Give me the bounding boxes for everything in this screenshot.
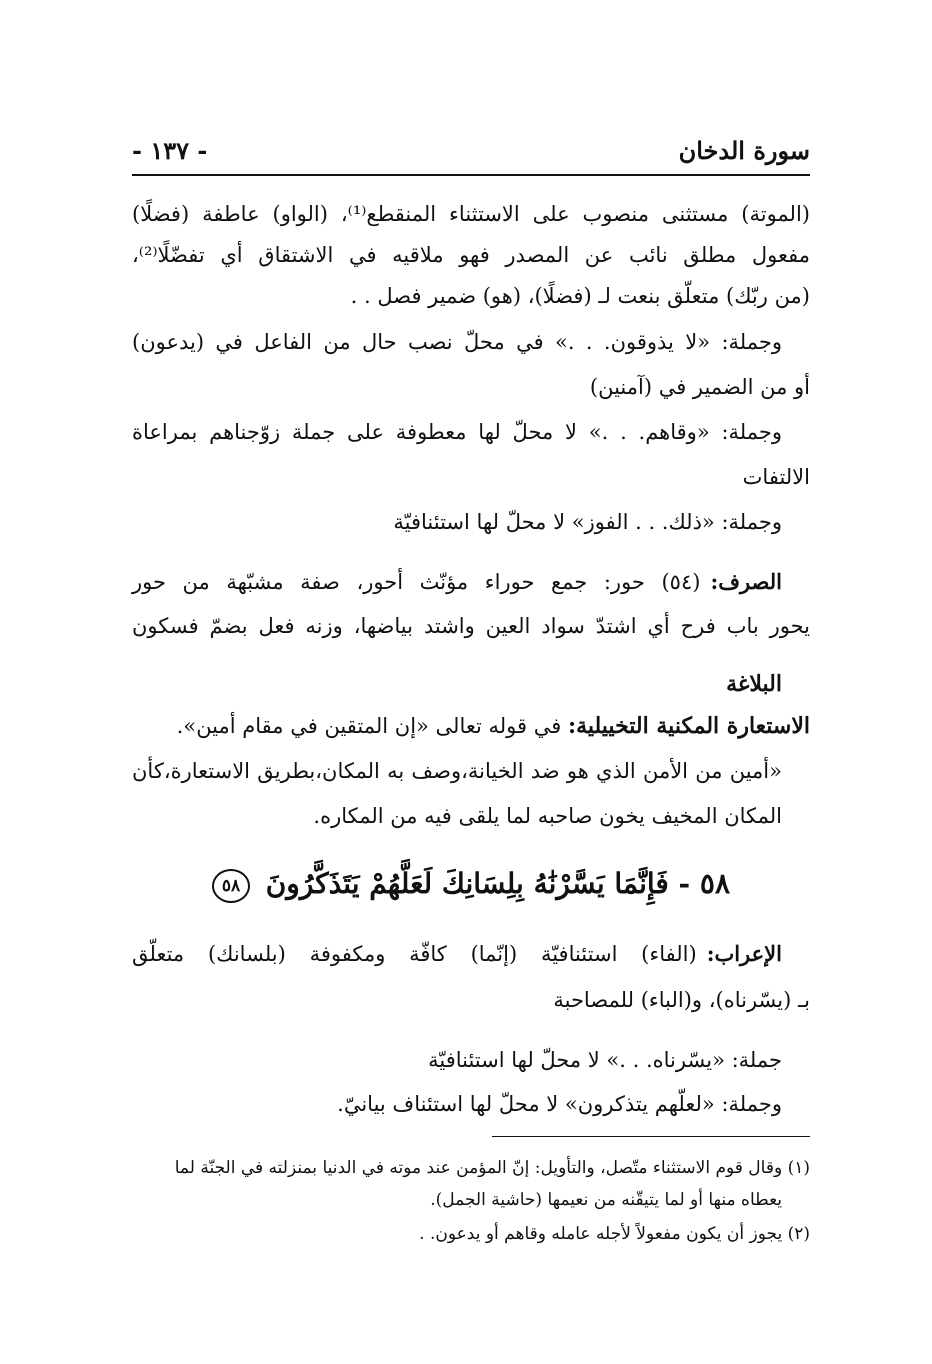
text-line: بـ (يسّرناه)، و(الباء) للمصاحبة [553, 988, 810, 1012]
text-line: مفعول مطلق نائب عن المصدر فهو ملاقيه في الاشتقاق أي تفضّلًا⁽²⁾، [132, 243, 810, 267]
text-line: «أمين من الأمن الذي هو ضد الخيانة،وصف به المكان،بطريق الاستعارة،كأن [132, 759, 782, 783]
text-line: وجملة: «لعلّهم يتذكرون» لا محلّ لها استئناف بيانيّ. [337, 1092, 782, 1116]
text-line: الالتفات [742, 465, 810, 489]
text-line: (الموتة) مستثنى منصوب على الاستثناء المنقطع⁽¹⁾، (الواو) عاطفة (فضلًا) [132, 202, 810, 226]
footnote-line: (١) وقال قوم الاستثناء متّصل، والتأويل: إنّ المؤمن عند موته في الدنيا بمنزلته في الجنّة لما [174, 1158, 810, 1178]
verse-end-marker: ٥٨ [212, 869, 250, 903]
surah-title: سورة الدخان [678, 135, 810, 165]
text-line: أو من الضمير في (آمنين) [589, 375, 810, 399]
footnote-line: يعطاه منها أو لما يتيقّنه من نعيمها (حاشية الجمل). [430, 1190, 782, 1210]
irab-label: الإعراب: [706, 941, 782, 966]
istiara-text: في قوله تعالى «إن المتقين في مقام أمين». [176, 714, 562, 738]
page-header [132, 132, 810, 168]
section-heading: البلاغة [726, 671, 782, 697]
header-rule [132, 174, 810, 176]
text-line: (من ربّك) متعلّق بنعت لـ (فضلًا)، (هو) ضمير فصل . . [350, 284, 810, 308]
text-line: يحور باب فرح أي اشتدّ سواد العين واشتد بياضها، وزنه فعل بضمّ فسكون [132, 614, 810, 638]
text-line: وجملة: «وقاهم. . .» لا محلّ لها معطوفة على جملة زوّجناهم بمراعاة [132, 420, 782, 444]
sarf-label: الصرف: [710, 569, 782, 594]
text-line: المكان المخيف يخون صاحبه لما يلقى فيه من المكاره. [313, 804, 782, 828]
sarf-text: (٥٤) حور: جمع حوراء مؤنّث أحور، صفة مشبّهة من حور [132, 570, 701, 594]
quran-verse [132, 862, 810, 906]
footnote-line: (٢) يجوز أن يكون مفعولاً لأجله عامله وقاهم أو يدعون. . [419, 1224, 810, 1244]
istiara-label: الاستعارة المكنية التخييلية: [567, 713, 810, 739]
text-line: وجملة: «ذلك. . . الفوز» لا محلّ لها استئنافيّة [393, 510, 782, 534]
irab-text: (الفاء) استئنافيّة (إنّما) كافّة ومكفوفة (بلسانك) متعلّق [132, 942, 697, 966]
page-number: - ١٣٧ - [132, 135, 208, 165]
text-line: وجملة: «لا يذوقون. . .» في محلّ نصب حال من الفاعل في (يدعون) [132, 330, 782, 354]
istiara-line [132, 712, 810, 740]
text-line: جملة: «يسّرناه. . .» لا محلّ لها استئنافيّة [428, 1048, 782, 1072]
verse-text: ٥٨ - فَإِنَّمَا يَسَّرْنَٰهُ بِلِسَانِكَ لَعَلَّهُمْ يَتَذَكَّرُونَ [265, 867, 730, 900]
sarf-line [132, 568, 782, 596]
irab-line [132, 940, 782, 968]
footnote-rule [492, 1136, 810, 1137]
